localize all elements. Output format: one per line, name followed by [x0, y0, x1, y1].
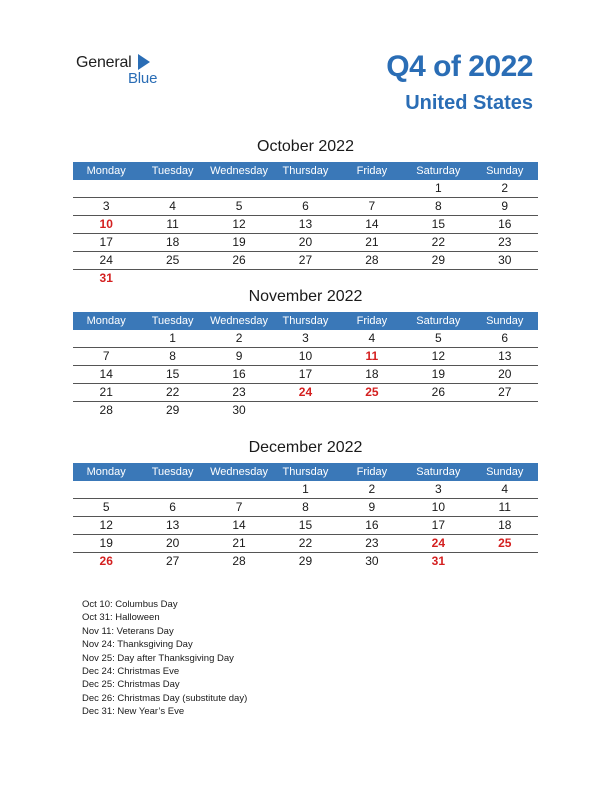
day-cell: 6: [169, 500, 176, 514]
holiday-item: Dec 25: Christmas Day: [82, 679, 180, 691]
week-row: [73, 402, 538, 419]
weekday-friday: Friday: [356, 165, 388, 177]
day-cell: 7: [368, 199, 376, 213]
weekday-thursday: Thursday: [282, 315, 329, 327]
weekday-monday: Monday: [86, 315, 126, 327]
week-row: [73, 499, 538, 517]
day-cell: 11: [365, 349, 379, 363]
day-cell: 28: [99, 403, 113, 417]
day-cell: 1: [169, 331, 176, 345]
day-cell: 21: [232, 536, 246, 550]
day-cell: 24: [99, 253, 113, 267]
day-cell: 19: [431, 367, 445, 381]
day-cell: 27: [498, 385, 512, 399]
empty-day-cell: [206, 270, 272, 287]
empty-day-cell: [73, 330, 139, 347]
day-cell: 25: [365, 385, 379, 399]
day-cell: 15: [298, 518, 313, 532]
holiday-item: Nov 24: Thanksgiving Day: [82, 639, 193, 651]
month-november: [73, 286, 538, 419]
week-row: [73, 366, 538, 384]
empty-day-cell: [272, 180, 338, 197]
weekday-friday: Friday: [356, 315, 388, 327]
weekday-thursday: Thursday: [282, 466, 329, 478]
day-cell: 20: [298, 235, 313, 249]
weekday-header: [73, 463, 538, 481]
week-row: [73, 270, 538, 287]
day-cell: 14: [232, 518, 246, 532]
empty-day-cell: [139, 481, 205, 498]
day-cell: 13: [165, 518, 180, 532]
empty-day-cell: [472, 270, 538, 287]
empty-day-cell: [405, 402, 471, 419]
day-cell: 13: [298, 217, 313, 231]
empty-day-cell: [339, 270, 405, 287]
week-row: [73, 180, 538, 198]
empty-day-cell: [472, 402, 538, 419]
day-cell: 14: [99, 367, 113, 381]
day-cell: 19: [99, 536, 113, 550]
day-cell: 15: [165, 367, 180, 381]
day-cell: 11: [166, 217, 179, 231]
weekday-sunday: Sunday: [486, 315, 524, 327]
empty-day-cell: [206, 180, 272, 197]
day-cell: 25: [165, 253, 180, 267]
weekday-monday: Monday: [86, 165, 126, 177]
day-cell: 10: [99, 217, 113, 231]
month-grid: [73, 180, 538, 287]
day-cell: 31: [99, 271, 113, 285]
day-cell: 17: [431, 518, 445, 532]
day-cell: 8: [302, 500, 309, 514]
day-cell: 26: [431, 385, 445, 399]
empty-day-cell: [339, 180, 405, 197]
day-cell: 29: [165, 403, 180, 417]
month-grid: [73, 481, 538, 570]
day-cell: 4: [368, 331, 376, 345]
day-cell: 18: [365, 367, 379, 381]
day-cell: 2: [368, 482, 376, 496]
empty-day-cell: [472, 553, 538, 570]
day-cell: 7: [102, 349, 110, 363]
day-cell: 17: [99, 235, 113, 249]
day-cell: 8: [434, 199, 442, 213]
month-title: October 2022: [257, 138, 354, 155]
day-cell: 9: [501, 199, 509, 213]
day-cell: 23: [365, 536, 379, 550]
day-cell: 6: [302, 199, 309, 213]
weekday-sunday: Sunday: [486, 165, 524, 177]
day-cell: 26: [232, 253, 246, 267]
day-cell: 23: [232, 385, 246, 399]
day-cell: 2: [501, 181, 509, 195]
day-cell: 10: [298, 349, 313, 363]
logo-flag-icon: [138, 54, 150, 70]
day-cell: 28: [365, 253, 379, 267]
holiday-item: Dec 31: New Year’s Eve: [82, 706, 185, 718]
day-cell: 12: [232, 217, 246, 231]
empty-day-cell: [339, 402, 405, 419]
day-cell: 20: [498, 367, 512, 381]
generalblue-logo: [76, 52, 176, 92]
holiday-item: Nov 25: Day after Thanksgiving Day: [82, 652, 234, 664]
day-cell: 11: [498, 500, 511, 514]
day-cell: 27: [298, 253, 313, 267]
day-cell: 1: [434, 181, 442, 195]
week-row: [73, 234, 538, 252]
weekday-header: [73, 162, 538, 180]
empty-day-cell: [73, 180, 139, 197]
day-cell: 30: [498, 253, 512, 267]
day-cell: 12: [431, 349, 445, 363]
day-cell: 3: [102, 199, 110, 213]
week-row: [73, 252, 538, 270]
empty-day-cell: [206, 481, 272, 498]
empty-day-cell: [139, 270, 205, 287]
weekday-wednesday: Wednesday: [210, 466, 268, 478]
month-grid: [73, 330, 538, 419]
month-title: November 2022: [248, 288, 363, 305]
day-cell: 18: [165, 235, 180, 249]
day-cell: 16: [365, 518, 379, 532]
day-cell: 17: [298, 367, 313, 381]
day-cell: 31: [431, 554, 445, 568]
day-cell: 23: [498, 235, 512, 249]
day-cell: 22: [165, 385, 180, 399]
week-row: [73, 481, 538, 499]
day-cell: 30: [365, 554, 379, 568]
holiday-item: Dec 26: Christmas Day (substitute day): [82, 692, 248, 704]
day-cell: 21: [365, 235, 379, 249]
weekday-tuesday: Tuesday: [151, 165, 194, 177]
weekday-friday: Friday: [356, 466, 388, 478]
week-row: [73, 348, 538, 366]
day-cell: 29: [298, 554, 313, 568]
month-october: [73, 136, 538, 287]
day-cell: 16: [232, 367, 246, 381]
weekday-wednesday: Wednesday: [210, 165, 268, 177]
weekday-monday: Monday: [86, 466, 126, 478]
month-december: [73, 437, 538, 570]
weekday-sunday: Sunday: [486, 466, 524, 478]
day-cell: 13: [498, 349, 512, 363]
weekday-tuesday: Tuesday: [151, 315, 194, 327]
holiday-item: Oct 31: Halloween: [82, 612, 160, 624]
week-row: [73, 198, 538, 216]
day-cell: 28: [232, 554, 246, 568]
day-cell: 24: [431, 536, 445, 550]
week-row: [73, 553, 538, 570]
day-cell: 20: [165, 536, 180, 550]
empty-day-cell: [139, 180, 205, 197]
day-cell: 25: [498, 536, 512, 550]
holiday-item: Dec 24: Christmas Eve: [82, 666, 180, 678]
day-cell: 14: [365, 217, 379, 231]
day-cell: 6: [501, 331, 509, 345]
empty-day-cell: [272, 402, 338, 419]
day-cell: 5: [434, 331, 442, 345]
week-row: [73, 535, 538, 553]
week-row: [73, 384, 538, 402]
week-row: [73, 216, 538, 234]
day-cell: 7: [235, 500, 243, 514]
day-cell: 29: [431, 253, 445, 267]
holiday-item: Oct 10: Columbus Day: [82, 599, 178, 610]
day-cell: 21: [99, 385, 113, 399]
weekday-saturday: Saturday: [416, 315, 461, 327]
country-name: United States: [405, 92, 533, 114]
logo-text-general: General: [76, 54, 132, 71]
day-cell: 4: [501, 482, 509, 496]
day-cell: 24: [298, 385, 313, 399]
day-cell: 16: [498, 217, 512, 231]
day-cell: 3: [302, 331, 309, 345]
empty-day-cell: [272, 270, 338, 287]
day-cell: 8: [169, 349, 176, 363]
weekday-thursday: Thursday: [282, 165, 329, 177]
day-cell: 12: [99, 518, 113, 532]
holiday-list: [82, 598, 247, 719]
day-cell: 9: [235, 349, 243, 363]
logo-text-blue: Blue: [128, 70, 158, 87]
day-cell: 3: [434, 482, 442, 496]
day-cell: 5: [102, 500, 110, 514]
weekday-wednesday: Wednesday: [210, 315, 268, 327]
empty-day-cell: [73, 481, 139, 498]
page-title: Q4 of 2022: [386, 50, 533, 83]
day-cell: 22: [431, 235, 445, 249]
day-cell: 5: [235, 199, 243, 213]
day-cell: 22: [298, 536, 313, 550]
day-cell: 15: [431, 217, 445, 231]
weekday-tuesday: Tuesday: [151, 466, 194, 478]
day-cell: 10: [431, 500, 445, 514]
day-cell: 4: [169, 199, 176, 213]
day-cell: 19: [232, 235, 246, 249]
weekday-header: [73, 312, 538, 330]
day-cell: 9: [368, 500, 376, 514]
holiday-item: Nov 11: Veterans Day: [82, 625, 174, 637]
day-cell: 27: [165, 554, 180, 568]
day-cell: 1: [302, 482, 309, 496]
week-row: [73, 517, 538, 535]
month-title: December 2022: [248, 439, 363, 456]
weekday-saturday: Saturday: [416, 466, 461, 478]
week-row: [73, 330, 538, 348]
empty-day-cell: [405, 270, 471, 287]
day-cell: 26: [99, 554, 113, 568]
day-cell: 2: [235, 331, 243, 345]
day-cell: 18: [498, 518, 512, 532]
day-cell: 30: [232, 403, 246, 417]
weekday-saturday: Saturday: [416, 165, 461, 177]
